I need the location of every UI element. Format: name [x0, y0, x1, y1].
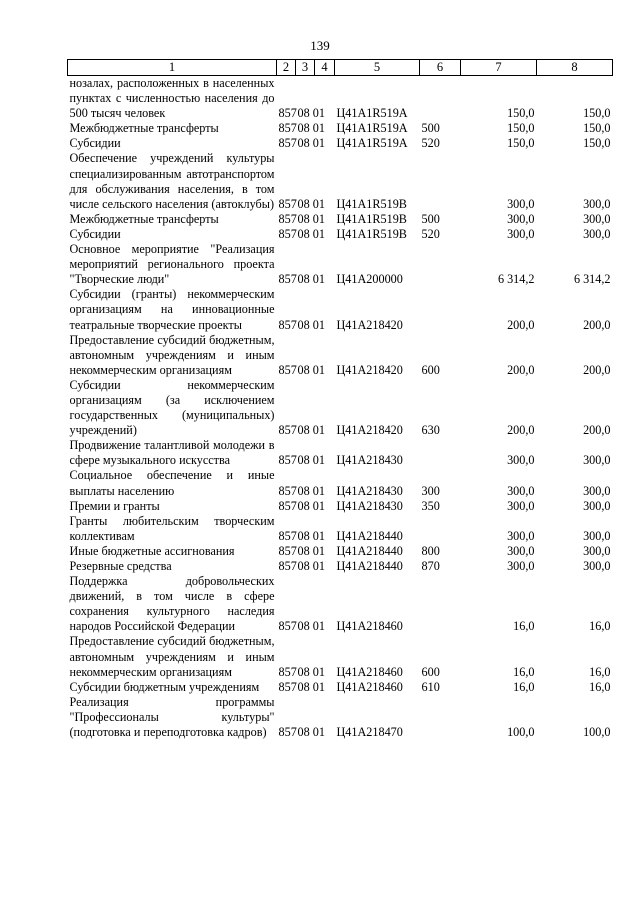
amount-cell-col7: 300,0 — [507, 453, 535, 468]
expense-type-cell: 870 — [421, 559, 440, 573]
amount-cell-col7: 300,0 — [507, 196, 535, 211]
target-article-cell: Ц41А1R519В — [336, 211, 407, 226]
ministry-code-cell: 857 — [278, 317, 297, 332]
amount-cell-col8: 150,0 — [583, 106, 611, 121]
target-article-cell: Ц41А218430 — [336, 483, 403, 498]
ministry-code-cell: 857 — [278, 136, 297, 151]
expense-type-cell: 300 — [421, 483, 440, 498]
target-article-cell: Ц41А218470 — [336, 725, 403, 740]
section-code-cell: 08 01 — [297, 498, 325, 513]
section-code-cell: 08 01 — [297, 664, 325, 679]
section-code-cell: 08 01 — [297, 106, 325, 121]
target-article-cell: Ц41А218420 — [336, 362, 403, 377]
target-article-cell: Ц41А1R519А — [336, 136, 408, 151]
amount-cell-col7: 16,0 — [513, 619, 535, 634]
column-header: 5 — [335, 60, 420, 76]
section-code-cell: 08 01 — [297, 196, 325, 211]
row-name-cell: Продвижение талантливой молодежи в сфере музыкального искусства — [69, 438, 275, 468]
column-header: 1 — [68, 60, 277, 76]
row-name-cell: Иные бюджетные ассигнования — [69, 543, 235, 558]
table-row — [68, 212, 613, 227]
expense-type-cell: 600 — [421, 664, 440, 679]
amount-cell-col7: 300,0 — [507, 226, 535, 241]
row-name-cell: Премии и гранты — [69, 498, 160, 513]
amount-cell-col8: 200,0 — [583, 423, 611, 438]
amount-cell-col8: 150,0 — [583, 121, 611, 136]
table-row — [68, 634, 613, 679]
expense-type-cell — [420, 76, 461, 122]
amount-cell-col7: 16,0 — [513, 679, 535, 694]
amount-cell-col7: 150,0 — [507, 121, 535, 136]
section-code-cell: 08 01 — [297, 211, 325, 226]
amount-cell-col8: 16,0 — [589, 664, 611, 679]
amount-cell-col8: 300,0 — [583, 559, 611, 573]
ministry-code-cell: 857 — [278, 106, 297, 121]
expense-type-cell: 630 — [421, 423, 440, 438]
amount-cell-col7: 300,0 — [507, 528, 535, 543]
amount-cell-col7: 150,0 — [507, 106, 535, 121]
target-article-cell: Ц41А218460 — [336, 664, 403, 679]
amount-cell-col8: 300,0 — [583, 528, 611, 543]
table-header-row — [68, 60, 613, 76]
target-article-cell: Ц41А1R519В — [336, 196, 407, 211]
column-header: 8 — [537, 60, 613, 76]
table-row — [68, 544, 613, 559]
target-article-cell: Ц41А218460 — [336, 679, 403, 694]
target-article-cell: Ц41А218420 — [336, 423, 403, 438]
expense-type-cell: 520 — [421, 136, 440, 151]
row-name-cell: Межбюджетные трансферты — [69, 211, 219, 226]
table-row — [68, 121, 613, 136]
row-name-cell: Поддержка добровольческих движений, в том числе в сфере сохранения культурного наследия народов Российской Федерации — [69, 574, 275, 634]
table-row — [68, 680, 613, 695]
expense-type-cell — [420, 574, 461, 634]
table-row — [68, 559, 613, 574]
table-row — [68, 227, 613, 242]
expense-type-cell: 350 — [421, 498, 440, 513]
ministry-code-cell: 857 — [278, 453, 297, 468]
amount-cell-col8: 300,0 — [583, 483, 611, 498]
section-code-cell: 08 01 — [297, 543, 325, 558]
target-article-cell: Ц41А218430 — [336, 453, 403, 468]
target-article-cell: Ц41А218460 — [336, 619, 403, 634]
expense-type-cell: 520 — [421, 226, 440, 241]
amount-cell-col8: 300,0 — [583, 226, 611, 241]
expense-type-cell — [420, 151, 461, 211]
ministry-code-cell: 857 — [278, 559, 297, 573]
ministry-code-cell: 857 — [278, 226, 297, 241]
amount-cell-col7: 200,0 — [507, 317, 535, 332]
section-code-cell: 08 01 — [297, 317, 325, 332]
ministry-code-cell: 857 — [278, 679, 297, 694]
amount-cell-col7: 300,0 — [507, 483, 535, 498]
amount-cell-col8: 16,0 — [589, 619, 611, 634]
section-code-cell: 08 01 — [297, 272, 325, 287]
target-article-cell: Ц41А218440 — [336, 528, 403, 543]
amount-cell-col7: 200,0 — [507, 362, 535, 377]
expense-type-cell: 500 — [421, 121, 440, 136]
section-code-cell: 08 01 — [297, 528, 325, 543]
ministry-code-cell: 857 — [278, 483, 297, 498]
target-article-cell: Ц41А218440 — [336, 543, 403, 558]
expense-type-cell: 610 — [421, 679, 440, 694]
section-code-cell: 08 01 — [297, 619, 325, 634]
row-name-cell: Гранты любительским творческим коллективам — [69, 513, 275, 543]
section-code-cell: 08 01 — [297, 136, 325, 151]
table-row — [68, 287, 613, 332]
expense-type-cell: 800 — [421, 543, 440, 558]
target-article-cell: Ц41А1R519В — [336, 226, 407, 241]
section-code-cell: 08 01 — [297, 483, 325, 498]
section-code-cell: 08 01 — [297, 725, 325, 740]
ministry-code-cell: 857 — [278, 543, 297, 558]
amount-cell-col8: 300,0 — [583, 543, 611, 558]
target-article-cell: Ц41А218430 — [336, 498, 403, 513]
amount-cell-col8: 300,0 — [583, 498, 611, 513]
row-name-cell: Реализация программы "Профессионалы культуры" (подготовка и переподготовка кадров) — [69, 694, 275, 740]
row-name-cell: Межбюджетные трансферты — [69, 121, 219, 136]
expense-type-cell — [420, 287, 461, 332]
page-number: 139 — [310, 38, 330, 53]
table-row — [68, 151, 613, 211]
ministry-code-cell: 857 — [278, 362, 297, 377]
table-row — [68, 695, 613, 740]
row-name-cell: Социальное обеспечение и иные выплаты населению — [69, 468, 275, 498]
row-name-cell: Обеспечение учреждений культуры специализированным автотранспортом для обслуживания населения, в том числе сельского населения (автоклубы) — [69, 151, 275, 211]
ministry-code-cell: 857 — [278, 498, 297, 513]
ministry-code-cell: 857 — [278, 423, 297, 438]
table-row — [68, 468, 613, 498]
table-row — [68, 333, 613, 378]
amount-cell-col7: 300,0 — [507, 211, 535, 226]
amount-cell-col8: 300,0 — [583, 453, 611, 468]
ministry-code-cell: 857 — [278, 121, 297, 136]
ministry-code-cell: 857 — [278, 196, 297, 211]
amount-cell-col7: 200,0 — [507, 423, 535, 438]
expense-type-cell — [420, 242, 461, 287]
amount-cell-col7: 300,0 — [507, 543, 535, 558]
section-code-cell: 08 01 — [297, 453, 325, 468]
section-code-cell: 08 01 — [297, 559, 325, 573]
row-name-cell: Предоставление субсидий бюджетным, автономным учреждениям и иным некоммерческим организациям — [69, 332, 275, 377]
row-name-cell: Субсидии (гранты) некоммерческим организациям на инновационные театральные творческие проекты — [69, 287, 275, 332]
row-name-cell: Субсидии некоммерческим организациям (за исключением государственных (муниципальных) учреждений) — [69, 377, 275, 438]
ministry-code-cell: 857 — [278, 272, 297, 287]
ministry-code-cell: 857 — [278, 211, 297, 226]
amount-cell-col7: 300,0 — [507, 559, 535, 573]
budget-table — [67, 59, 613, 740]
expense-type-cell: 600 — [421, 362, 440, 377]
section-code-cell: 08 01 — [297, 423, 325, 438]
column-header: 4 — [315, 60, 335, 76]
expense-type-cell: 500 — [421, 211, 440, 226]
section-code-cell: 08 01 — [297, 362, 325, 377]
column-header: 3 — [296, 60, 315, 76]
row-name-cell: Предоставление субсидий бюджетным, автономным учреждениям и иным некоммерческим организациям — [69, 634, 275, 679]
target-article-cell: Ц41А1R519А — [336, 121, 408, 136]
target-article-cell: Ц41А200000 — [336, 272, 403, 287]
table-row — [68, 574, 613, 634]
row-name-cell: Субсидии — [69, 136, 121, 151]
amount-cell-col8: 200,0 — [583, 362, 611, 377]
table-row — [68, 76, 613, 122]
expense-type-cell — [420, 695, 461, 740]
row-name-cell: нозалах, расположенных в населенных пунктах с численностью населения до 500 тысяч человек — [69, 76, 275, 121]
section-code-cell: 08 01 — [297, 226, 325, 241]
ministry-code-cell: 857 — [278, 528, 297, 543]
table-row — [68, 438, 613, 468]
amount-cell-col8: 150,0 — [583, 136, 611, 151]
table-row — [68, 242, 613, 287]
row-name-cell: Основное мероприятие "Реализация мероприятий регионального проекта "Творческие люди" — [69, 242, 275, 287]
table-row — [68, 514, 613, 544]
amount-cell-col7: 300,0 — [507, 498, 535, 513]
target-article-cell: Ц41А1R519А — [336, 106, 408, 121]
section-code-cell: 08 01 — [297, 121, 325, 136]
row-name-cell: Резервные средства — [69, 559, 172, 573]
column-header: 7 — [461, 60, 537, 76]
column-header: 2 — [277, 60, 296, 76]
amount-cell-col8: 100,0 — [583, 725, 611, 740]
amount-cell-col7: 6 314,2 — [497, 272, 535, 287]
table-row — [68, 378, 613, 438]
target-article-cell: Ц41А218420 — [336, 317, 403, 332]
amount-cell-col7: 150,0 — [507, 136, 535, 151]
target-article-cell: Ц41А218440 — [336, 559, 403, 573]
amount-cell-col8: 300,0 — [583, 211, 611, 226]
amount-cell-col8: 300,0 — [583, 196, 611, 211]
expense-type-cell — [420, 514, 461, 544]
ministry-code-cell: 857 — [278, 619, 297, 634]
amount-cell-col7: 100,0 — [507, 725, 535, 740]
table-row — [68, 499, 613, 514]
row-name-cell: Субсидии бюджетным учреждениям — [69, 679, 260, 694]
ministry-code-cell: 857 — [278, 725, 297, 740]
amount-cell-col8: 200,0 — [583, 317, 611, 332]
table-row — [68, 136, 613, 151]
section-code-cell: 08 01 — [297, 679, 325, 694]
expense-type-cell — [420, 438, 461, 468]
ministry-code-cell: 857 — [278, 664, 297, 679]
amount-cell-col8: 6 314,2 — [573, 272, 611, 287]
row-name-cell: Субсидии — [69, 226, 121, 241]
amount-cell-col7: 16,0 — [513, 664, 535, 679]
amount-cell-col8: 16,0 — [589, 679, 611, 694]
column-header: 6 — [420, 60, 461, 76]
